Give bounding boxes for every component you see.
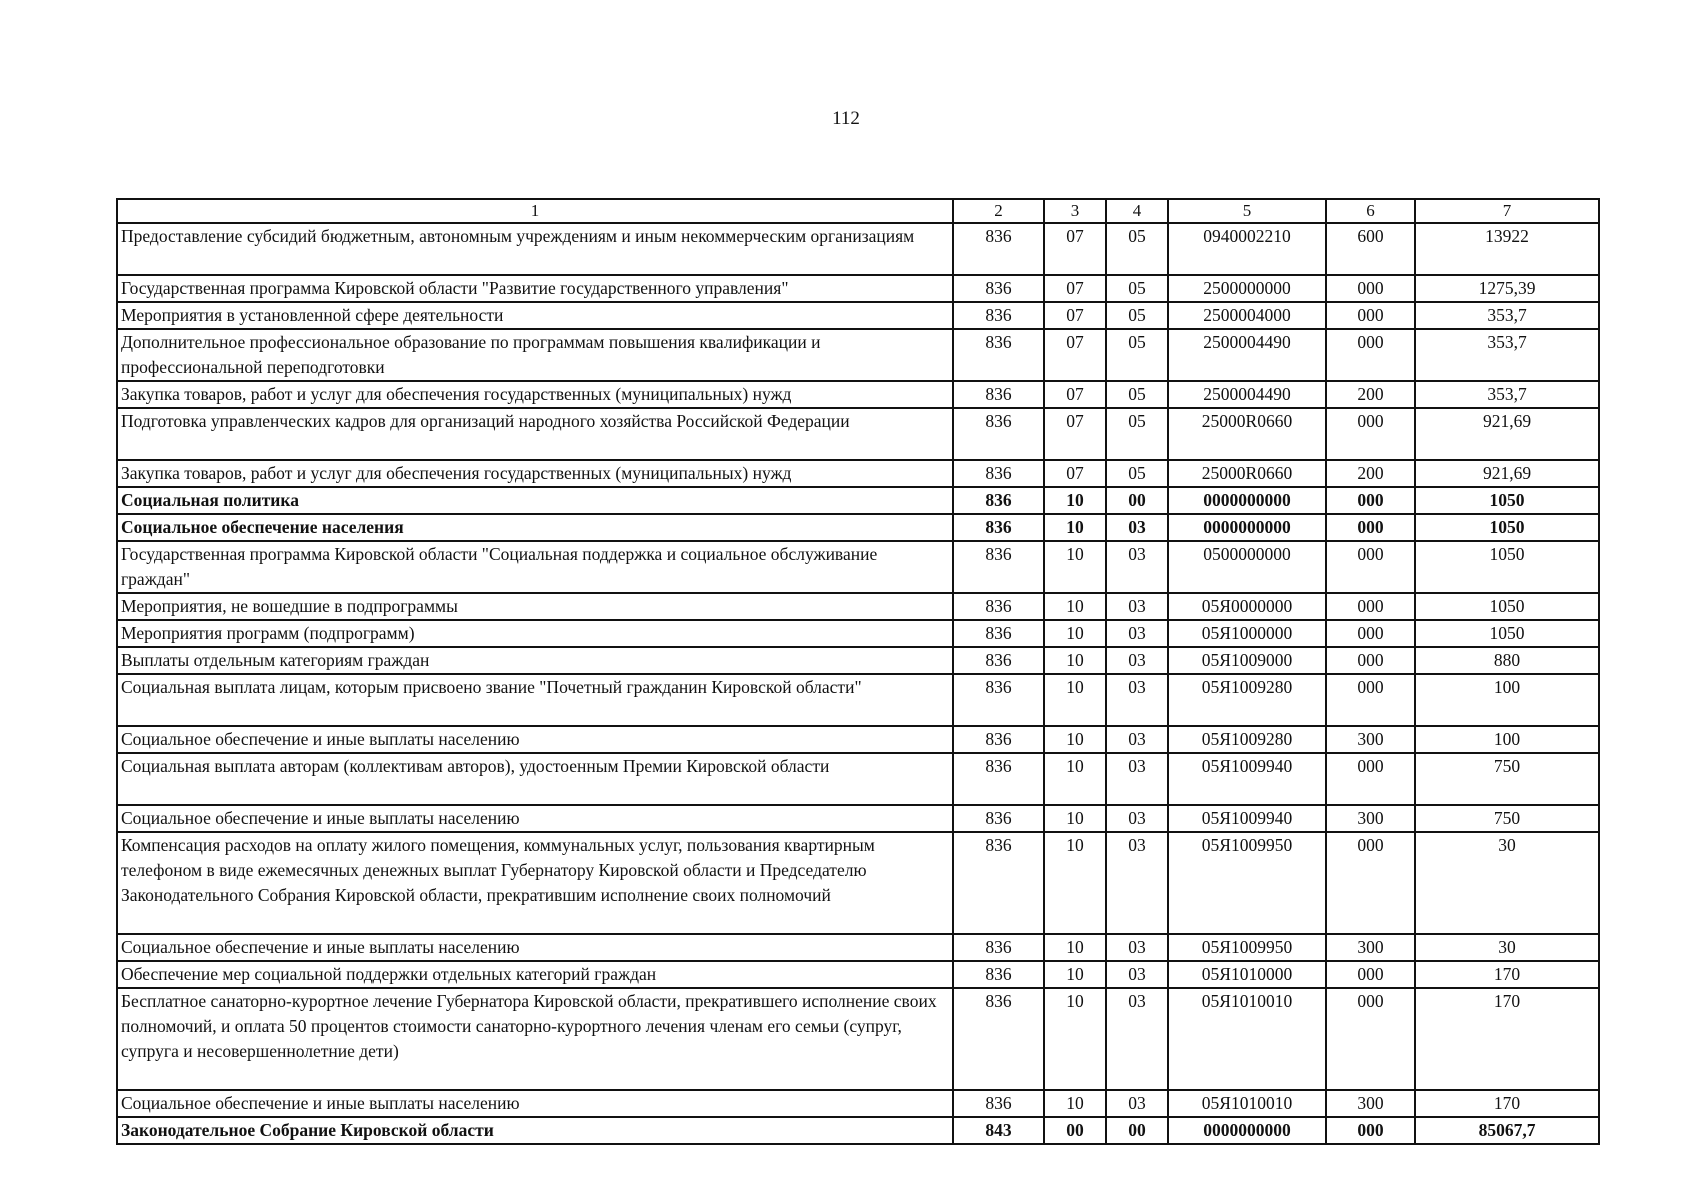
table-row	[117, 805, 1599, 832]
col-target-article: 05Я1009280	[1168, 674, 1326, 726]
row-name: Социальное обеспечение и иные выплаты населению	[117, 934, 953, 961]
column-header-4: 4	[1106, 199, 1168, 223]
column-header-2: 2	[953, 199, 1044, 223]
col-expense-type: 300	[1326, 1090, 1415, 1117]
col-amount: 880	[1415, 647, 1599, 674]
col-amount: 1050	[1415, 514, 1599, 541]
col-section: 10	[1044, 805, 1106, 832]
row-name: Компенсация расходов на оплату жилого помещения, коммунальных услуг, пользования квартирным телефоном в виде ежемесячных денежных выплат Губернатору Кировской области и Председателю Законодательного Собрания Кировской области, прекратившим исполнение своих полномочий	[117, 832, 953, 934]
col-amount: 750	[1415, 753, 1599, 805]
col-amount: 353,7	[1415, 329, 1599, 381]
col-expense-type: 200	[1326, 381, 1415, 408]
row-name: Социальное обеспечение и иные выплаты населению	[117, 726, 953, 753]
row-name: Социальная политика	[117, 487, 953, 514]
col-amount: 1050	[1415, 487, 1599, 514]
column-header-1: 1	[117, 199, 953, 223]
col-expense-type: 000	[1326, 541, 1415, 593]
col-target-article: 05Я1010000	[1168, 961, 1326, 988]
table-row	[117, 487, 1599, 514]
col-ministry-code: 836	[953, 647, 1044, 674]
col-ministry-code: 836	[953, 223, 1044, 275]
table-header	[117, 199, 1599, 223]
col-amount: 170	[1415, 988, 1599, 1090]
col-subsection: 05	[1106, 408, 1168, 460]
col-expense-type: 000	[1326, 620, 1415, 647]
col-ministry-code: 836	[953, 961, 1044, 988]
col-ministry-code: 836	[953, 514, 1044, 541]
table-row	[117, 408, 1599, 460]
col-expense-type: 300	[1326, 726, 1415, 753]
col-ministry-code: 836	[953, 487, 1044, 514]
col-section: 10	[1044, 487, 1106, 514]
column-header-5: 5	[1168, 199, 1326, 223]
col-amount: 170	[1415, 961, 1599, 988]
col-subsection: 05	[1106, 302, 1168, 329]
col-ministry-code: 836	[953, 329, 1044, 381]
col-section: 10	[1044, 674, 1106, 726]
row-name: Государственная программа Кировской области "Развитие государственного управления"	[117, 275, 953, 302]
col-amount: 100	[1415, 726, 1599, 753]
col-amount: 1050	[1415, 541, 1599, 593]
row-name: Дополнительное профессиональное образование по программам повышения квалификации и профессиональной переподготовки	[117, 329, 953, 381]
col-amount: 1050	[1415, 620, 1599, 647]
column-header-6: 6	[1326, 199, 1415, 223]
row-name: Государственная программа Кировской области "Социальная поддержка и социальное обслуживание граждан"	[117, 541, 953, 593]
col-amount: 85067,7	[1415, 1117, 1599, 1144]
col-target-article: 05Я1009000	[1168, 647, 1326, 674]
table-row	[117, 832, 1599, 934]
row-name: Социальное обеспечение населения	[117, 514, 953, 541]
col-section: 10	[1044, 593, 1106, 620]
col-amount: 353,7	[1415, 302, 1599, 329]
col-subsection: 03	[1106, 805, 1168, 832]
col-expense-type: 000	[1326, 647, 1415, 674]
row-name: Мероприятия программ (подпрограмм)	[117, 620, 953, 647]
col-section: 10	[1044, 514, 1106, 541]
col-section: 07	[1044, 381, 1106, 408]
row-name: Мероприятия, не вошедшие в подпрограммы	[117, 593, 953, 620]
col-ministry-code: 836	[953, 805, 1044, 832]
col-section: 10	[1044, 832, 1106, 934]
col-section: 10	[1044, 541, 1106, 593]
col-ministry-code: 836	[953, 302, 1044, 329]
col-expense-type: 000	[1326, 832, 1415, 934]
col-target-article: 0940002210	[1168, 223, 1326, 275]
col-section: 10	[1044, 647, 1106, 674]
row-name: Социальная выплата авторам (коллективам авторов), удостоенным Премии Кировской области	[117, 753, 953, 805]
col-subsection: 03	[1106, 753, 1168, 805]
col-ministry-code: 836	[953, 753, 1044, 805]
row-name: Социальная выплата лицам, которым присвоено звание "Почетный гражданин Кировской области"	[117, 674, 953, 726]
table-body	[117, 223, 1599, 1144]
col-target-article: 05Я1009950	[1168, 934, 1326, 961]
table-row	[117, 674, 1599, 726]
col-section: 10	[1044, 753, 1106, 805]
col-subsection: 03	[1106, 988, 1168, 1090]
col-subsection: 03	[1106, 620, 1168, 647]
col-target-article: 05Я1010010	[1168, 1090, 1326, 1117]
col-expense-type: 000	[1326, 988, 1415, 1090]
col-subsection: 03	[1106, 593, 1168, 620]
col-target-article: 05Я0000000	[1168, 593, 1326, 620]
row-name: Социальное обеспечение и иные выплаты населению	[117, 1090, 953, 1117]
table-row	[117, 381, 1599, 408]
row-name: Бесплатное санаторно-курортное лечение Губернатора Кировской области, прекратившего исполнение своих полномочий, и оплата 50 процентов стоимости санаторно-курортного лечения членам его семьи (супруг, супруга и несовершеннолетние дети)	[117, 988, 953, 1090]
col-ministry-code: 836	[953, 988, 1044, 1090]
col-amount: 750	[1415, 805, 1599, 832]
col-target-article: 05Я1009940	[1168, 753, 1326, 805]
col-amount: 353,7	[1415, 381, 1599, 408]
table-row	[117, 726, 1599, 753]
col-section: 10	[1044, 934, 1106, 961]
col-section: 10	[1044, 988, 1106, 1090]
col-ministry-code: 836	[953, 1090, 1044, 1117]
col-subsection: 03	[1106, 647, 1168, 674]
col-target-article: 0000000000	[1168, 1117, 1326, 1144]
col-subsection: 05	[1106, 460, 1168, 487]
col-expense-type: 000	[1326, 961, 1415, 988]
col-expense-type: 000	[1326, 275, 1415, 302]
col-expense-type: 000	[1326, 487, 1415, 514]
row-name: Предоставление субсидий бюджетным, автономным учреждениям и иным некоммерческим организациям	[117, 223, 953, 275]
row-name: Мероприятия в установленной сфере деятельности	[117, 302, 953, 329]
budget-table	[116, 198, 1600, 1145]
col-expense-type: 000	[1326, 674, 1415, 726]
table-row	[117, 988, 1599, 1090]
col-amount: 1275,39	[1415, 275, 1599, 302]
col-target-article: 25000R0660	[1168, 408, 1326, 460]
table-row	[117, 647, 1599, 674]
col-section: 07	[1044, 329, 1106, 381]
col-subsection: 03	[1106, 934, 1168, 961]
col-subsection: 05	[1106, 329, 1168, 381]
col-target-article: 05Я1009940	[1168, 805, 1326, 832]
col-amount: 13922	[1415, 223, 1599, 275]
col-ministry-code: 836	[953, 832, 1044, 934]
col-subsection: 05	[1106, 275, 1168, 302]
col-ministry-code: 836	[953, 460, 1044, 487]
col-subsection: 03	[1106, 674, 1168, 726]
col-subsection: 05	[1106, 381, 1168, 408]
col-expense-type: 000	[1326, 753, 1415, 805]
col-amount: 30	[1415, 832, 1599, 934]
col-expense-type: 000	[1326, 408, 1415, 460]
table-row	[117, 1090, 1599, 1117]
column-header-3: 3	[1044, 199, 1106, 223]
col-section: 07	[1044, 275, 1106, 302]
header-row	[117, 199, 1599, 223]
col-subsection: 03	[1106, 961, 1168, 988]
col-target-article: 2500000000	[1168, 275, 1326, 302]
table-row	[117, 593, 1599, 620]
row-name: Обеспечение мер социальной поддержки отдельных категорий граждан	[117, 961, 953, 988]
row-name: Законодательное Собрание Кировской области	[117, 1117, 953, 1144]
col-ministry-code: 836	[953, 726, 1044, 753]
col-ministry-code: 836	[953, 408, 1044, 460]
col-ministry-code: 836	[953, 275, 1044, 302]
col-section: 10	[1044, 620, 1106, 647]
col-ministry-code: 836	[953, 381, 1044, 408]
col-target-article: 0000000000	[1168, 514, 1326, 541]
col-subsection: 03	[1106, 541, 1168, 593]
col-target-article: 05Я1000000	[1168, 620, 1326, 647]
col-amount: 921,69	[1415, 460, 1599, 487]
row-name: Подготовка управленческих кадров для организаций народного хозяйства Российской Федерации	[117, 408, 953, 460]
row-name: Закупка товаров, работ и услуг для обеспечения государственных (муниципальных) нужд	[117, 460, 953, 487]
col-section: 10	[1044, 961, 1106, 988]
col-subsection: 03	[1106, 1090, 1168, 1117]
col-target-article: 2500004490	[1168, 329, 1326, 381]
table-row	[117, 753, 1599, 805]
col-subsection: 00	[1106, 487, 1168, 514]
table-row	[117, 514, 1599, 541]
col-subsection: 03	[1106, 832, 1168, 934]
table-row	[117, 620, 1599, 647]
col-expense-type: 200	[1326, 460, 1415, 487]
col-target-article: 0000000000	[1168, 487, 1326, 514]
table-row	[117, 541, 1599, 593]
col-subsection: 00	[1106, 1117, 1168, 1144]
col-amount: 170	[1415, 1090, 1599, 1117]
col-ministry-code: 836	[953, 934, 1044, 961]
row-name: Закупка товаров, работ и услуг для обеспечения государственных (муниципальных) нужд	[117, 381, 953, 408]
col-expense-type: 000	[1326, 329, 1415, 381]
col-expense-type: 000	[1326, 302, 1415, 329]
table-row	[117, 460, 1599, 487]
col-expense-type: 000	[1326, 593, 1415, 620]
col-amount: 921,69	[1415, 408, 1599, 460]
table-row	[117, 223, 1599, 275]
col-section: 07	[1044, 223, 1106, 275]
table-row	[117, 302, 1599, 329]
column-header-7: 7	[1415, 199, 1599, 223]
col-ministry-code: 836	[953, 674, 1044, 726]
col-expense-type: 300	[1326, 805, 1415, 832]
col-target-article: 0500000000	[1168, 541, 1326, 593]
table-row	[117, 329, 1599, 381]
table-row	[117, 275, 1599, 302]
col-ministry-code: 843	[953, 1117, 1044, 1144]
col-expense-type: 000	[1326, 514, 1415, 541]
table-row	[117, 934, 1599, 961]
col-target-article: 25000R0660	[1168, 460, 1326, 487]
col-target-article: 2500004000	[1168, 302, 1326, 329]
col-amount: 100	[1415, 674, 1599, 726]
col-section: 00	[1044, 1117, 1106, 1144]
col-ministry-code: 836	[953, 593, 1044, 620]
col-section: 10	[1044, 1090, 1106, 1117]
col-subsection: 03	[1106, 726, 1168, 753]
col-ministry-code: 836	[953, 541, 1044, 593]
row-name: Социальное обеспечение и иные выплаты населению	[117, 805, 953, 832]
col-target-article: 05Я1010010	[1168, 988, 1326, 1090]
row-name: Выплаты отдельным категориям граждан	[117, 647, 953, 674]
col-subsection: 03	[1106, 514, 1168, 541]
table-row	[117, 961, 1599, 988]
col-expense-type: 000	[1326, 1117, 1415, 1144]
page-number: 112	[832, 108, 860, 129]
table-row	[117, 1117, 1599, 1144]
col-target-article: 05Я1009950	[1168, 832, 1326, 934]
col-target-article: 2500004490	[1168, 381, 1326, 408]
col-section: 10	[1044, 726, 1106, 753]
col-amount: 1050	[1415, 593, 1599, 620]
col-target-article: 05Я1009280	[1168, 726, 1326, 753]
col-section: 07	[1044, 302, 1106, 329]
col-amount: 30	[1415, 934, 1599, 961]
col-subsection: 05	[1106, 223, 1168, 275]
col-ministry-code: 836	[953, 620, 1044, 647]
col-section: 07	[1044, 460, 1106, 487]
col-expense-type: 300	[1326, 934, 1415, 961]
col-expense-type: 600	[1326, 223, 1415, 275]
col-section: 07	[1044, 408, 1106, 460]
